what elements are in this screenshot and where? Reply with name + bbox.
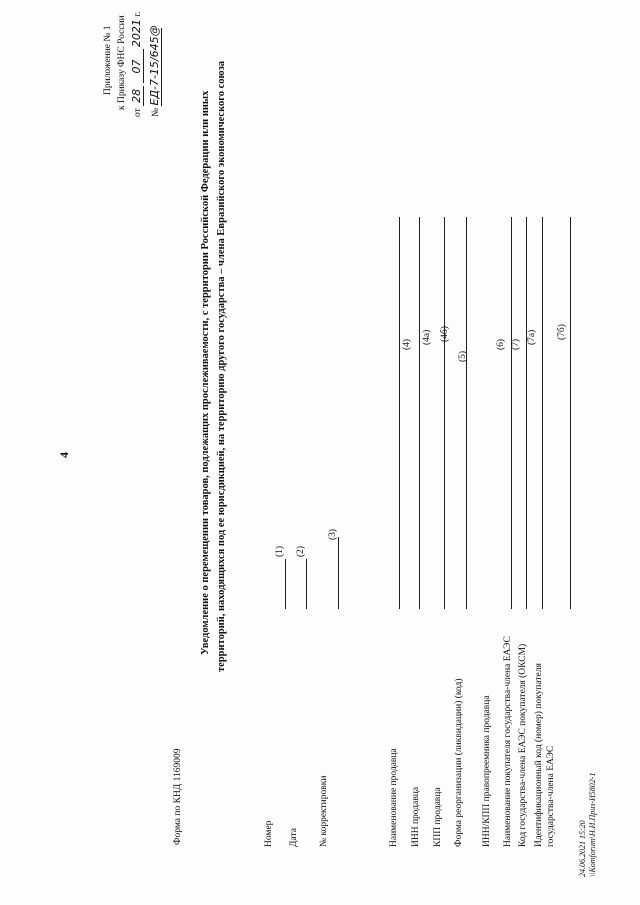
page-number: 4	[57, 452, 71, 458]
field-buyer-country-code: (7)	[511, 338, 521, 350]
appendix-line1: Приложение № 1	[103, 25, 113, 95]
number-prefix: №	[151, 107, 161, 117]
title-line1: Уведомление о перемещении товаров, подлежащих прослеживаемости, с территории Российской Федерации или иных	[200, 90, 211, 655]
field-seller-inn-label: ИНН продавца	[411, 786, 421, 847]
date-suffix: г.	[133, 11, 143, 17]
field-buyer-id-label2: государства-члена ЕАЭС	[546, 745, 556, 847]
field-seller-name-line	[399, 217, 400, 609]
field-number-label: Номер	[264, 820, 274, 847]
date-year: 2021	[130, 19, 143, 48]
field-date-code: (2)	[296, 545, 306, 557]
field-7b-code: (7б)	[557, 324, 567, 340]
field-7b-line	[570, 217, 571, 609]
field-correction-line	[338, 537, 339, 609]
appendix-number	[148, 25, 162, 117]
field-seller-inn-code: (4а)	[422, 329, 432, 345]
field-buyer-country-label: Код государства-члена ЕАЭС покупателя (ОКСМ)	[518, 643, 528, 847]
field-date-label: Дата	[289, 828, 299, 847]
field-seller-kpp-code: (4б)	[440, 326, 450, 342]
appendix-line2: к Приказу ФНС России	[117, 15, 127, 110]
field-reorg-line	[466, 217, 467, 609]
date-prefix: от	[133, 108, 143, 117]
field-number-line	[285, 559, 286, 609]
field-number-code: (1)	[275, 545, 285, 557]
appendix-date	[130, 12, 144, 117]
field-seller-kpp-label: КПП продавца	[433, 787, 443, 847]
field-seller-inn-line	[419, 217, 420, 609]
field-correction-label: № корректировки	[319, 775, 329, 847]
form-code: Форма по КНД 1169009	[173, 748, 183, 845]
field-buyer-id-label: Идентификационный код (номер) покупателя	[534, 663, 544, 847]
footer-line1: 24.06.2021 15:20	[578, 820, 587, 877]
field-date-line	[306, 559, 307, 609]
field-buyer-name-line	[511, 217, 512, 609]
number-value: ЕД-7-15/645@	[148, 25, 161, 106]
field-successor-label: ИНН/КПП правопреемника продавца	[482, 695, 492, 847]
field-buyer-country-line	[526, 217, 527, 609]
title-line2: территорий, находящихся под ее юрисдикцией, на территорию другого государства – члена Евразийского экономического союза	[216, 60, 227, 672]
field-seller-kpp-line	[444, 217, 445, 609]
footer-line2: \\Komforum\Н.И.Приз-И5802-1	[588, 772, 597, 877]
field-reorg-code: (5)	[458, 350, 468, 362]
date-day: 28	[130, 86, 144, 106]
field-correction-code: (3)	[328, 528, 338, 540]
field-buyer-name-code: (6)	[496, 338, 506, 350]
field-seller-name-label: Наименование продавца	[389, 748, 399, 847]
field-buyer-name-label: Наименование покупателя государства-члена ЕАЭС	[503, 636, 513, 847]
date-month: 07	[130, 49, 144, 83]
field-buyer-id-code: (7а)	[527, 329, 537, 345]
field-seller-name-code: (4)	[402, 338, 412, 350]
field-buyer-id-line	[542, 217, 543, 609]
field-reorg-label: Форма реорганизации (ликвидации) (код)	[454, 678, 464, 847]
